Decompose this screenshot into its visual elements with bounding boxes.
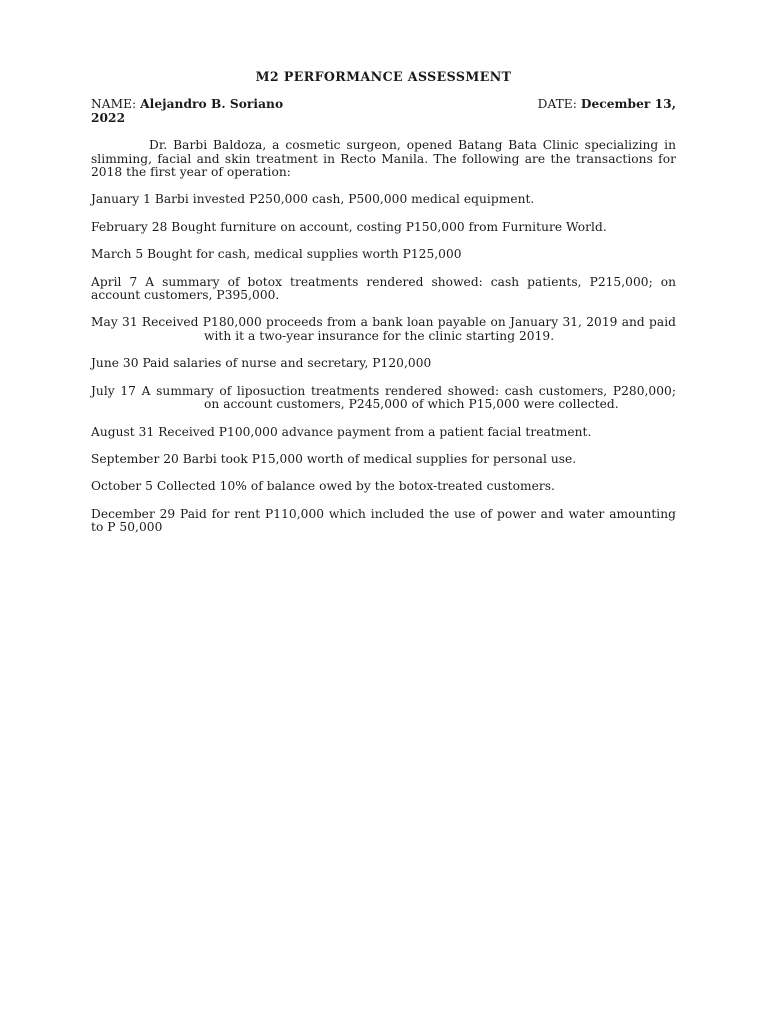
document-title: M2 PERFORMANCE ASSESSMENT — [255, 69, 512, 84]
date-label: DATE: — [537, 97, 577, 112]
name-date-row — [91, 98, 676, 125]
date-value-line1: December 13, — [580, 97, 676, 112]
document-body — [91, 70, 676, 549]
name-label: NAME: — [91, 97, 137, 112]
transaction-item: April 7 A summary of botox treatments rendered showed: cash patients, P215,000; on account customers, P395,000. — [91, 274, 676, 303]
intro-paragraph: Dr. Barbi Baldoza, a cosmetic surgeon, opened Batang Bata Clinic specializing in slimming, facial and skin treatment in Recto Manila. The following are the transactions for 2018 the first year of operation: — [91, 138, 676, 180]
date-value-line2: 2022 — [91, 110, 126, 125]
transaction-item: September 20 Barbi took P15,000 worth of medical supplies for personal use. — [91, 451, 577, 466]
transaction-item: December 29 Paid for rent P110,000 which included the use of power and water amounting to P 50,000 — [91, 506, 676, 535]
name-value: Alejandro B. Soriano — [140, 97, 284, 112]
transaction-item: February 28 Bought furniture on account, costing P150,000 from Furniture World. — [91, 219, 607, 234]
transaction-item: August 31 Received P100,000 advance payment from a patient facial treatment. — [91, 424, 592, 439]
transaction-item: May 31 Received P180,000 proceeds from a bank loan payable on January 31, 2019 and paid with it a two-year insurance for the clinic starting 2019. — [91, 315, 676, 343]
transaction-item: June 30 Paid salaries of nurse and secretary, P120,000 — [91, 356, 432, 371]
transaction-item: January 1 Barbi invested P250,000 cash, P500,000 medical equipment. — [91, 192, 535, 207]
transaction-item: October 5 Collected 10% of balance owed by the botox-treated customers. — [91, 479, 555, 494]
transaction-item: March 5 Bought for cash, medical supplies worth P125,000 — [91, 247, 462, 262]
transaction-item: July 17 A summary of liposuction treatments rendered showed: cash customers, P280,000; on account customers, P245,000 of which P15,000 were collected. — [91, 383, 676, 412]
